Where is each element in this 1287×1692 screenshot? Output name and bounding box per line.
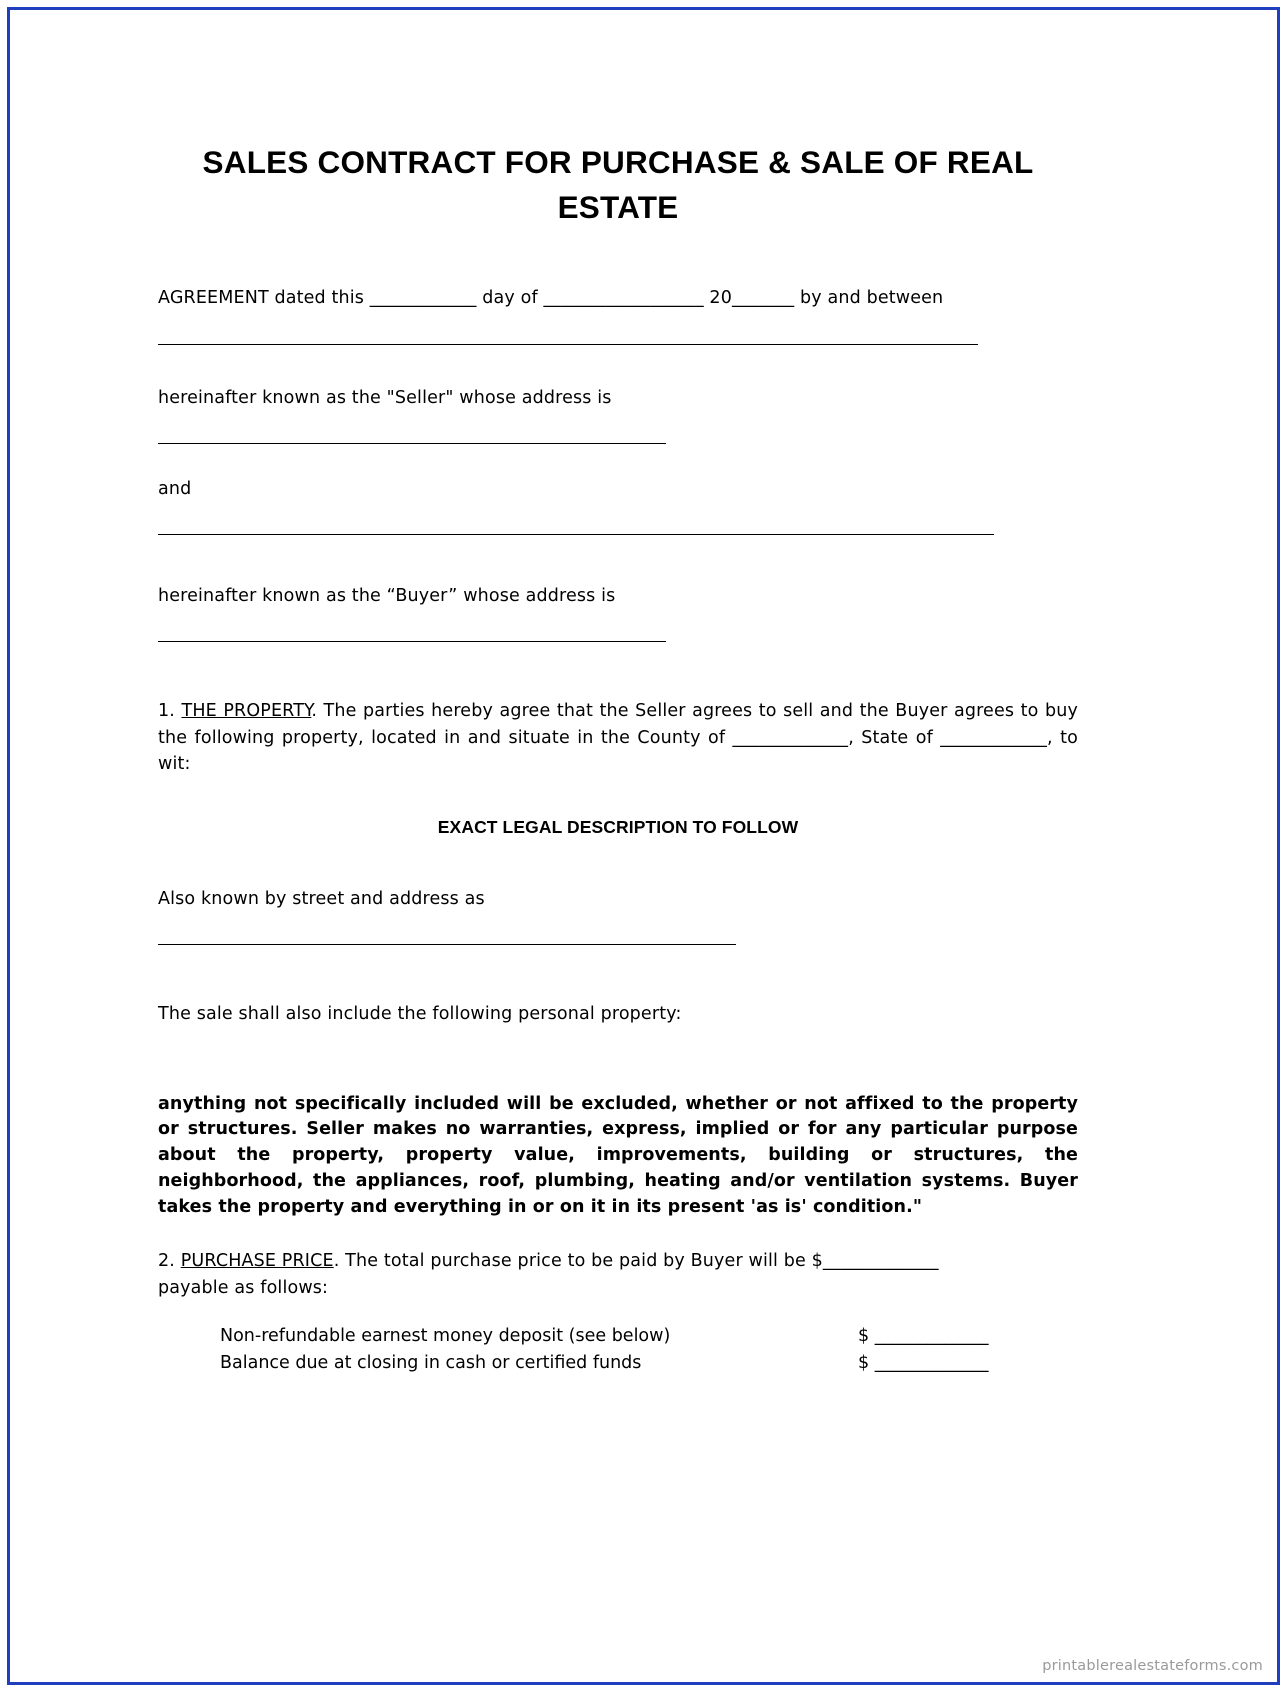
spacer <box>158 345 1078 385</box>
spacer <box>158 444 1078 476</box>
section-2-heading: PURCHASE PRICE <box>180 1251 334 1272</box>
section-2-purchase-price <box>158 1248 1078 1274</box>
spacer <box>158 777 1078 817</box>
payment-breakdown-list <box>220 1323 1078 1377</box>
site-watermark: printablerealestateforms.com <box>1042 1658 1263 1674</box>
section-1-body: . The parties hereby agree that the Seller agrees to sell and the Buyer agrees to buy the following property, located in and situate in the County of _____________, State of ____________, to wit: <box>158 701 1078 774</box>
payable-as-follows-label: payable as follows: <box>158 1277 329 1298</box>
spacer <box>158 1220 1078 1248</box>
spacer <box>158 1028 1078 1092</box>
list-item <box>220 1350 1078 1377</box>
section-1-heading: THE PROPERTY <box>181 701 312 722</box>
spacer <box>158 642 1078 698</box>
payment-row-label: Balance due at closing in cash or certified funds <box>220 1352 642 1373</box>
payment-row-label: Non-refundable earnest money deposit (see below) <box>220 1325 671 1346</box>
document-content <box>158 140 1078 1377</box>
spacer <box>158 502 1078 534</box>
and-connector-label: and <box>158 478 192 499</box>
buyer-designation-label: hereinafter known as the “Buyer” whose address is <box>158 586 616 607</box>
spacer <box>158 912 1078 944</box>
document-sheet <box>10 10 1277 1682</box>
spacer <box>158 609 1078 641</box>
spacer <box>158 838 1078 886</box>
section-2-number: 2. <box>158 1251 175 1272</box>
spacer <box>158 945 1078 1001</box>
section-1-number: 1. <box>158 701 175 722</box>
personal-property-label: The sale shall also include the following personal property: <box>158 1004 682 1025</box>
spacer <box>158 312 1078 344</box>
agreement-date-line: AGREEMENT dated this ____________ day of __________________ 20_______ by and between <box>158 288 944 309</box>
section-2-body: . The total purchase price to be paid by Buyer will be $_____________ <box>333 1251 939 1272</box>
street-address-label: Also known by street and address as <box>158 889 485 910</box>
seller-designation-label: hereinafter known as the "Seller" whose address is <box>158 387 612 408</box>
document-page-border <box>7 7 1280 1685</box>
spacer <box>158 229 1078 285</box>
spacer <box>158 535 1078 583</box>
payment-row-amount-blank[interactable]: $ _____________ <box>858 1352 989 1373</box>
as-is-disclaimer-paragraph: anything not specifically included will be excluded, whether or not affixed to the property or structures. Seller makes no warranties, express, implied or for any particular purpose about the property, property value, improvements, building or structures, the neighborhood, the appliances, roof, plumbing, heating and/or ventilation systems. Buyer takes the property and everything in or on it in its present 'as is' condition." <box>158 1093 1078 1217</box>
list-item <box>220 1323 1078 1350</box>
page-title: SALES CONTRACT FOR PURCHASE & SALE OF REAL ESTATE <box>202 144 1034 225</box>
payment-row-amount-blank[interactable]: $ _____________ <box>858 1325 989 1346</box>
legal-description-heading: EXACT LEGAL DESCRIPTION TO FOLLOW <box>437 817 799 838</box>
spacer <box>158 411 1078 443</box>
section-1-the-property <box>158 698 1078 777</box>
